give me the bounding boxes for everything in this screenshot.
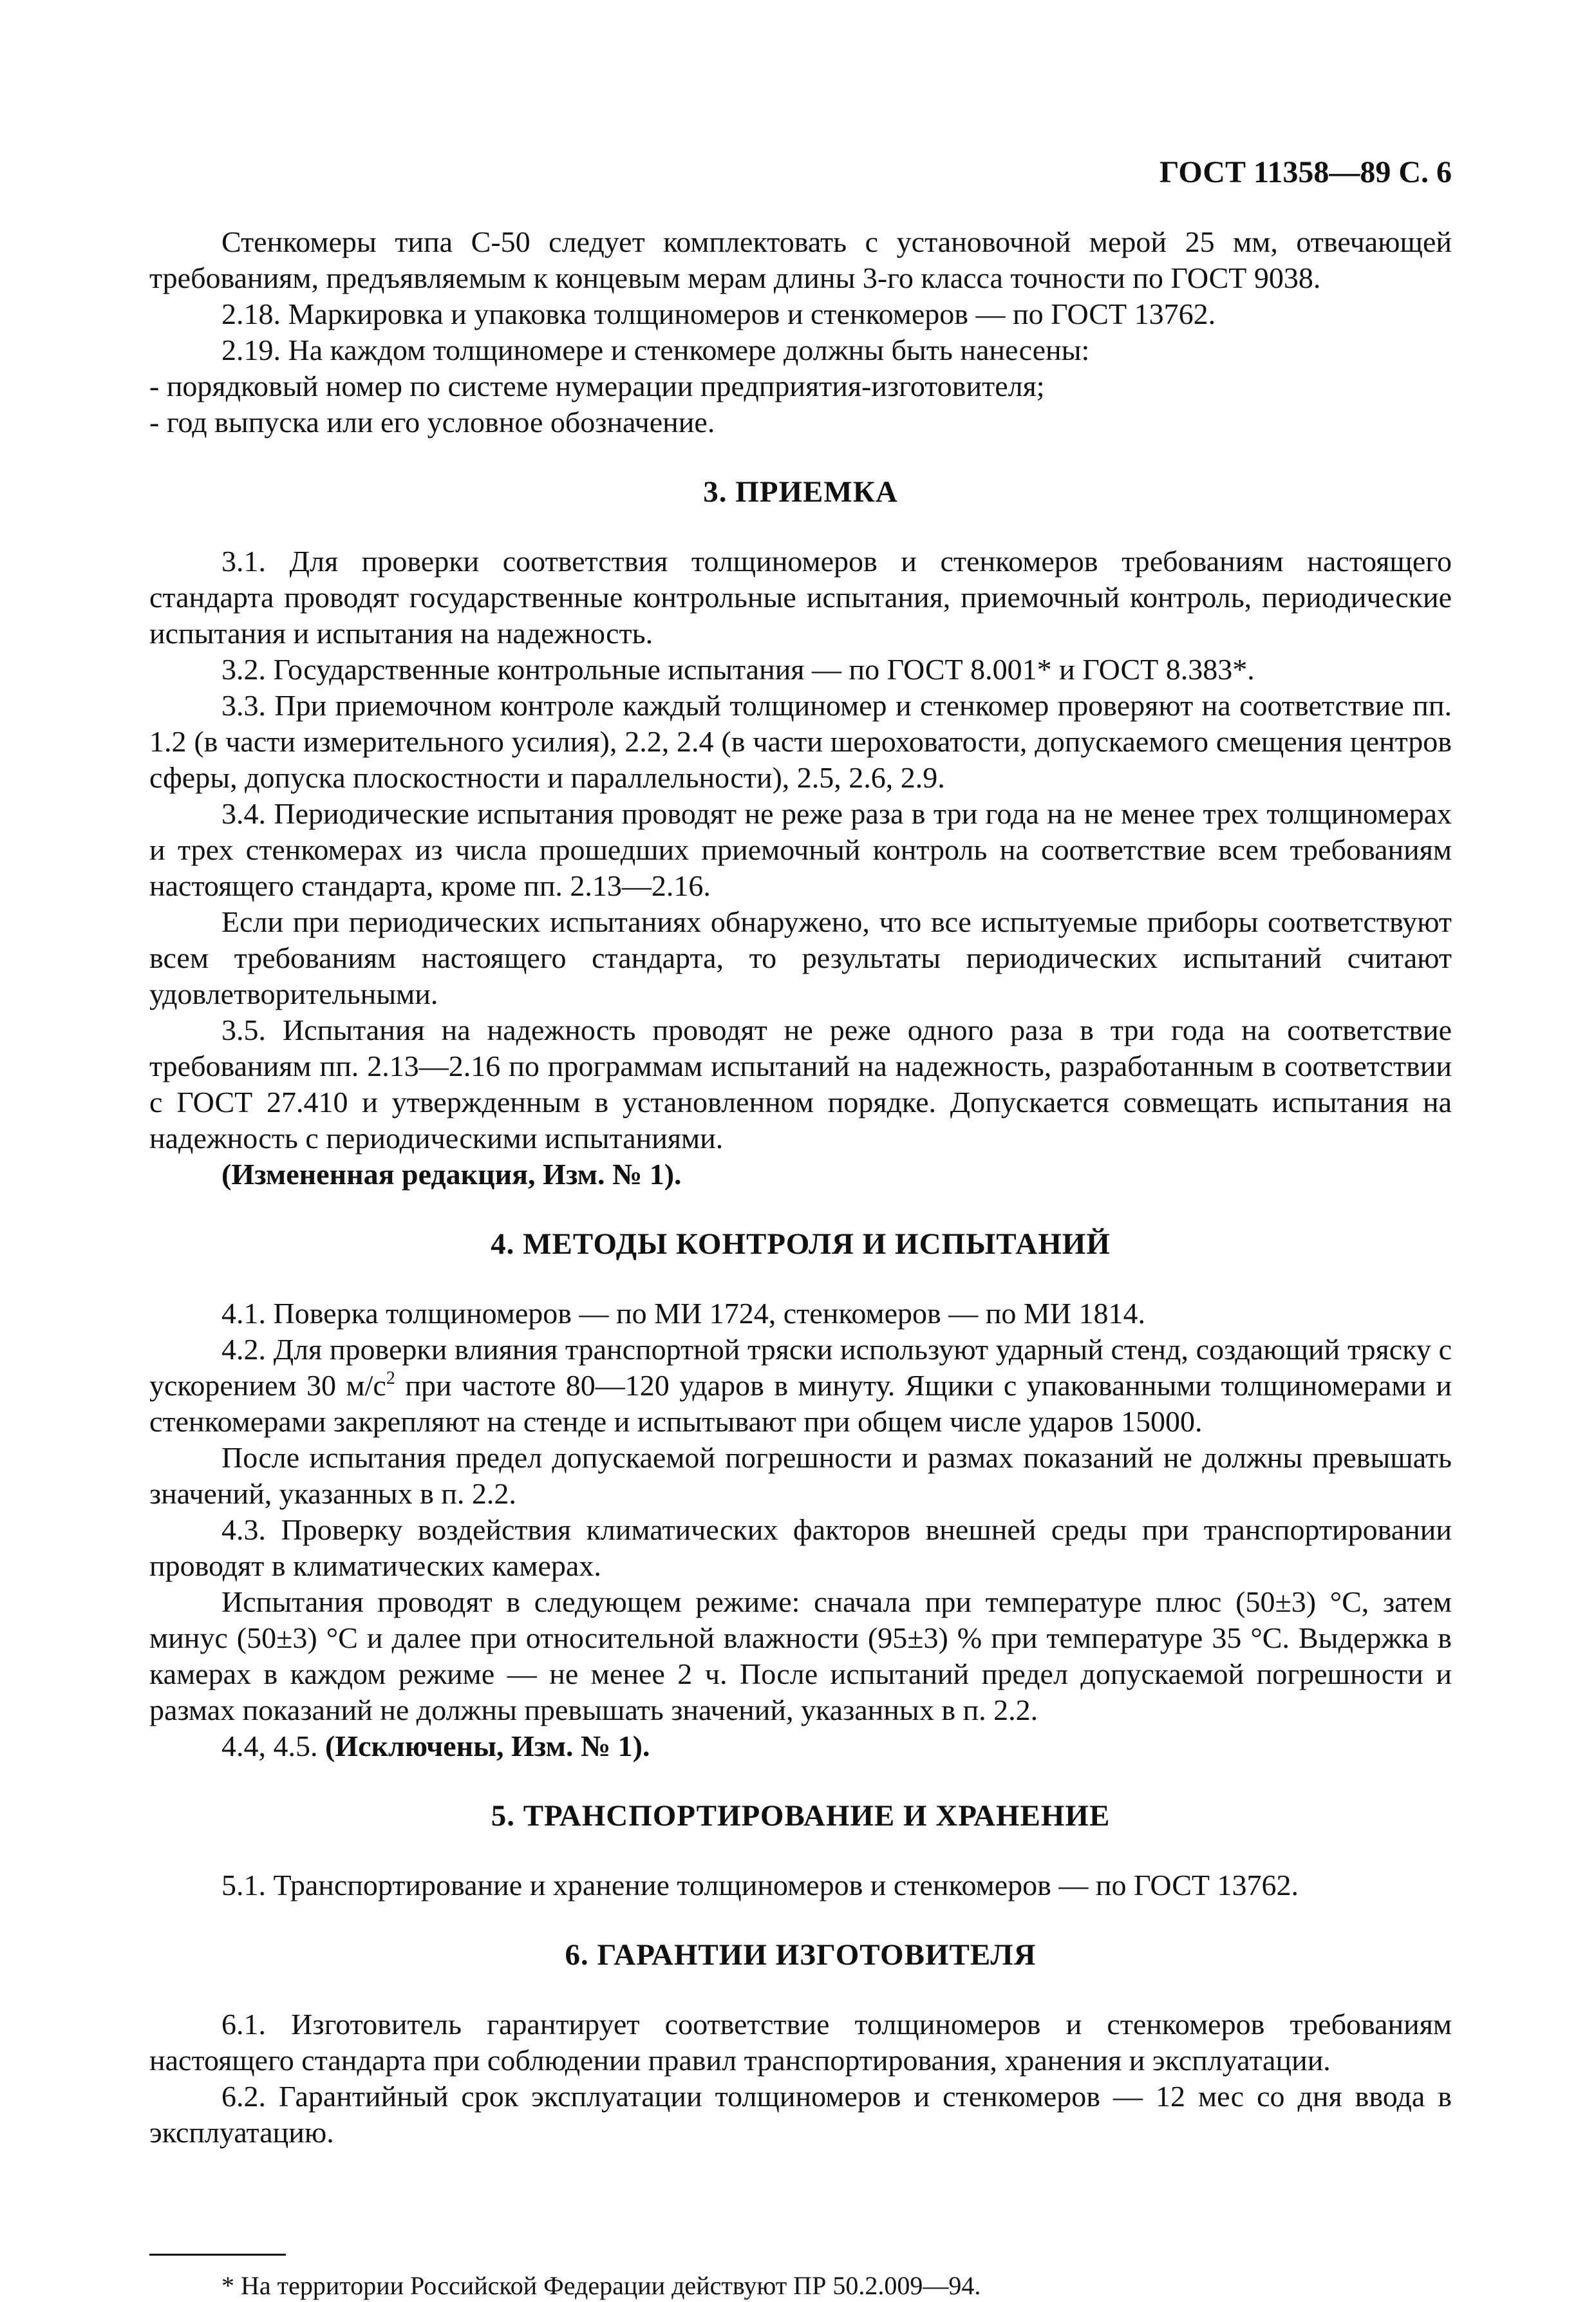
paragraph: Испытания проводят в следующем режиме: сначала при температуре плюс (50±3) °С, затем минус (50±3) °С и далее при относительной влажности (95±3) % при температуре 35 °С. Выдержка в камерах в каждом режиме — не менее 2 ч. После испытаний предел допускаемой погрешности и размах показаний не должны превышать значений, указанных в п. 2.2. bbox=[149, 1585, 1452, 1726]
footnote: * На территории Российской Федерации действуют ПР 50.2.009—94. bbox=[221, 2271, 981, 2300]
paragraph: 5.1. Транспортирование и хранение толщиномеров и стенкомеров — по ГОСТ 13762. bbox=[221, 1869, 1299, 1901]
paragraph: После испытания предел допускаемой погрешности и размах показаний не должны превышать значений, указанных в п. 2.2. bbox=[149, 1441, 1452, 1510]
paragraph: 6.2. Гарантийный срок эксплуатации толщиномеров и стенкомеров — 12 мес со дня ввода в эксплуатацию. bbox=[149, 2080, 1452, 2149]
section-heading: 6. ГАРАНТИИ ИЗГОТОВИТЕЛЯ bbox=[565, 1938, 1037, 1972]
paragraph: 3.4. Периодические испытания проводят не реже раза в три года на не менее трех толщиномерах и трех стенкомерах из числа прошедших приемочный контроль на соответствие всем требованиям настоящего стандарта, кроме пп. 2.13—2.16. bbox=[149, 797, 1452, 902]
paragraph bbox=[149, 1728, 1452, 1764]
section-heading: 4. МЕТОДЫ КОНТРОЛЯ И ИСПЫТАНИЙ bbox=[491, 1227, 1111, 1261]
paragraph bbox=[149, 1332, 1452, 1440]
paragraph: Если при периодических испытаниях обнаружено, что все испытуемые приборы соответствуют всем требованиям настоящего стандарта, то результаты периодических испытаний считают удовлетворительными. bbox=[149, 905, 1452, 1010]
paragraph-text: при частоте 80—120 ударов в минуту. Ящики с упакованными толщиномерами и стенкомерами закрепляют на стенде и испытывают при общем числе ударов 15000. bbox=[149, 1369, 1452, 1438]
paragraph: 2.18. Маркировка и упаковка толщиномеров и стенкомеров — по ГОСТ 13762. bbox=[221, 297, 1216, 330]
paragraph: Стенкомеры типа С-50 следует комплектовать с установочной мерой 25 мм, отвечающей требованиям, предъявляемым к концевым мерам длины 3-го класса точности по ГОСТ 9038. bbox=[149, 225, 1452, 294]
list-item: - порядковый номер по системе нумерации предприятия-изготовителя; bbox=[149, 370, 1045, 402]
paragraph: 4.1. Поверка толщиномеров — по МИ 1724, стенкомеров — по МИ 1814. bbox=[221, 1297, 1145, 1330]
paragraph: 3.5. Испытания на надежность проводят не реже одного раза в три года на соответствие требованиям пп. 2.13—2.16 по программам испытаний на надежность, разработанным в соответствии с ГОСТ 27.410 и утвержденным в установленном порядке. Допускается совмещать испытания на надежность с периодическими испытаниями. bbox=[149, 1014, 1452, 1155]
amendment-note: (Измененная редакция, Изм. № 1). bbox=[221, 1158, 682, 1191]
paragraph: 3.2. Государственные контрольные испытания — по ГОСТ 8.001* и ГОСТ 8.383*. bbox=[221, 653, 1255, 686]
page-header: ГОСТ 11358—89 С. 6 bbox=[1159, 155, 1452, 189]
paragraph: 3.3. При приемочном контроле каждый толщиномер и стенкомер проверяют на соответствие пп. 1.2 (в части измерительного усилия), 2.2, 2.4 (в части шероховатости, допускаемого смещения центров сферы, допуска плоскостности и параллельности), 2.5, 2.6, 2.9. bbox=[149, 689, 1452, 794]
paragraph: 6.1. Изготовитель гарантирует соответствие толщиномеров и стенкомеров требованиям настоящего стандарта при соблюдении правил транспортирования, хранения и эксплуатации. bbox=[149, 2008, 1452, 2077]
paragraph-text: 4.2. Для проверки влияния транспортной тряски используют ударный стенд, создающий тряску с ускорением 30 м/с bbox=[149, 1333, 1452, 1402]
section-heading: 5. ТРАНСПОРТИРОВАНИЕ И ХРАНЕНИЕ bbox=[491, 1799, 1111, 1833]
paragraph: 3.1. Для проверки соответствия толщиномеров и стенкомеров требованиям настоящего стандарта проводят государственные контрольные испытания, приемочный контроль, периодические испытания и испытания на надежность. bbox=[149, 545, 1452, 650]
superscript: 2 bbox=[386, 1368, 395, 1388]
paragraph-text: 4.4, 4.5. bbox=[221, 1730, 325, 1762]
list-item: - год выпуска или его условное обозначение. bbox=[149, 406, 715, 439]
amendment-note: (Исключены, Изм. № 1). bbox=[325, 1730, 650, 1762]
paragraph: 4.3. Проверку воздействия климатических факторов внешней среды при транспортировании проводят в климатических камерах. bbox=[149, 1513, 1452, 1582]
section-heading: 3. ПРИЕМКА bbox=[703, 475, 898, 509]
paragraph: 2.19. На каждом толщиномере и стенкомере должны быть нанесены: bbox=[221, 334, 1090, 366]
footnote-divider bbox=[149, 2254, 286, 2256]
document-page bbox=[149, 155, 1452, 2302]
